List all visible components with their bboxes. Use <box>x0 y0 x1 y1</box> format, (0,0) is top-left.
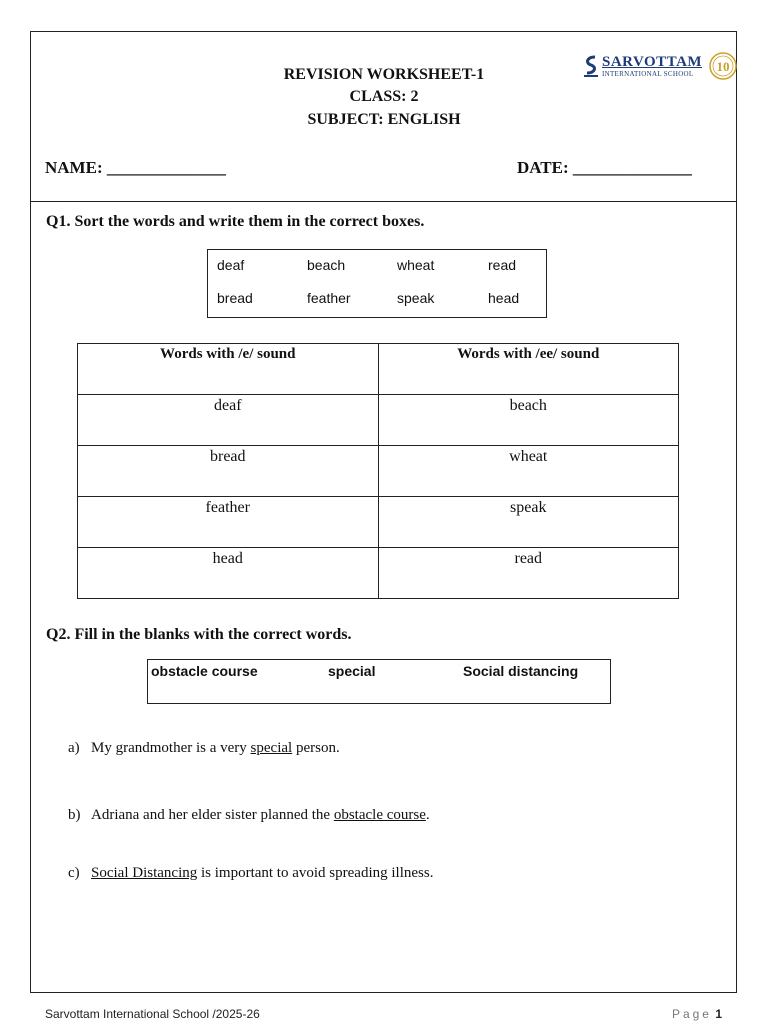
class-label: CLASS: 2 <box>349 88 419 105</box>
table-cell: beach <box>378 395 679 446</box>
q1-question: Q1. Sort the words and write them in the correct boxes. <box>46 213 425 230</box>
page-number-value: 1 <box>715 1007 722 1021</box>
table-row <box>78 497 679 548</box>
table-cell: bread <box>78 446 379 497</box>
sentence-text-after: . <box>425 807 430 823</box>
q2-question: Q2. Fill in the blanks with the correct words. <box>46 626 352 643</box>
column-header-e-sound: Words with /e/ sound <box>78 344 379 395</box>
word-bank-item: speak <box>397 290 435 306</box>
word-bank-item: bread <box>217 290 253 306</box>
sentence-text-before: Adriana and her elder sister planned the <box>91 807 334 823</box>
sentence-answer: obstacle course <box>333 807 426 823</box>
word-bank-item: head <box>488 290 520 306</box>
q1-word-bank <box>207 249 547 318</box>
sentence-c <box>68 865 433 882</box>
table-cell: feather <box>78 497 379 548</box>
table-cell: deaf <box>78 395 379 446</box>
footer-school: Sarvottam International School /2025-26 <box>45 1007 260 1021</box>
sentence-text-before: My grandmother is a very <box>91 740 251 756</box>
subject-label: SUBJECT: ENGLISH <box>307 111 461 128</box>
header-divider <box>30 201 737 202</box>
word-bank-item: beach <box>307 257 346 273</box>
word-bank-item: Social distancing <box>463 663 579 679</box>
table-cell: head <box>78 548 379 599</box>
table-header-row <box>78 344 679 395</box>
date-field: DATE: ______________ <box>517 158 692 177</box>
word-bank-item: obstacle course <box>151 663 258 679</box>
sound-sort-table <box>77 343 679 599</box>
sentence-label: a) <box>68 740 80 756</box>
badge-number: 10 <box>716 59 730 74</box>
school-logo <box>583 48 738 84</box>
page-label: Page <box>671 1007 712 1021</box>
word-bank-item: feather <box>307 290 351 306</box>
table-cell: speak <box>378 497 679 548</box>
sentence-text-after: person. <box>292 740 340 756</box>
column-header-ee-sound: Words with /ee/ sound <box>378 344 679 395</box>
table-cell: read <box>378 548 679 599</box>
table-row <box>78 548 679 599</box>
worksheet-title: REVISION WORKSHEET-1 <box>283 66 485 83</box>
sentence-label: b) <box>68 807 81 823</box>
q2-word-bank <box>147 659 611 704</box>
word-bank-item: read <box>488 257 517 273</box>
word-bank-item: deaf <box>217 257 245 273</box>
logo-subtitle: INTERNATIONAL SCHOOL <box>602 70 694 78</box>
table-row <box>78 446 679 497</box>
word-bank-item: wheat <box>397 257 435 273</box>
sentence-a <box>68 740 340 757</box>
table-cell: wheat <box>378 446 679 497</box>
sentence-answer: Social Distancing <box>91 865 198 881</box>
sentence-answer: special <box>250 740 293 756</box>
anniversary-badge-icon <box>708 51 738 81</box>
table-row <box>78 395 679 446</box>
sentence-text-after: is important to avoid spreading illness. <box>197 865 434 881</box>
page-number <box>672 1007 722 1021</box>
swirl-logo-icon <box>583 54 599 78</box>
logo-name: SARVOTTAM <box>602 54 703 70</box>
sentence-label: c) <box>68 865 80 881</box>
word-bank-item: special <box>328 663 376 679</box>
sentence-b <box>68 807 430 824</box>
name-field: NAME: ______________ <box>45 158 226 177</box>
